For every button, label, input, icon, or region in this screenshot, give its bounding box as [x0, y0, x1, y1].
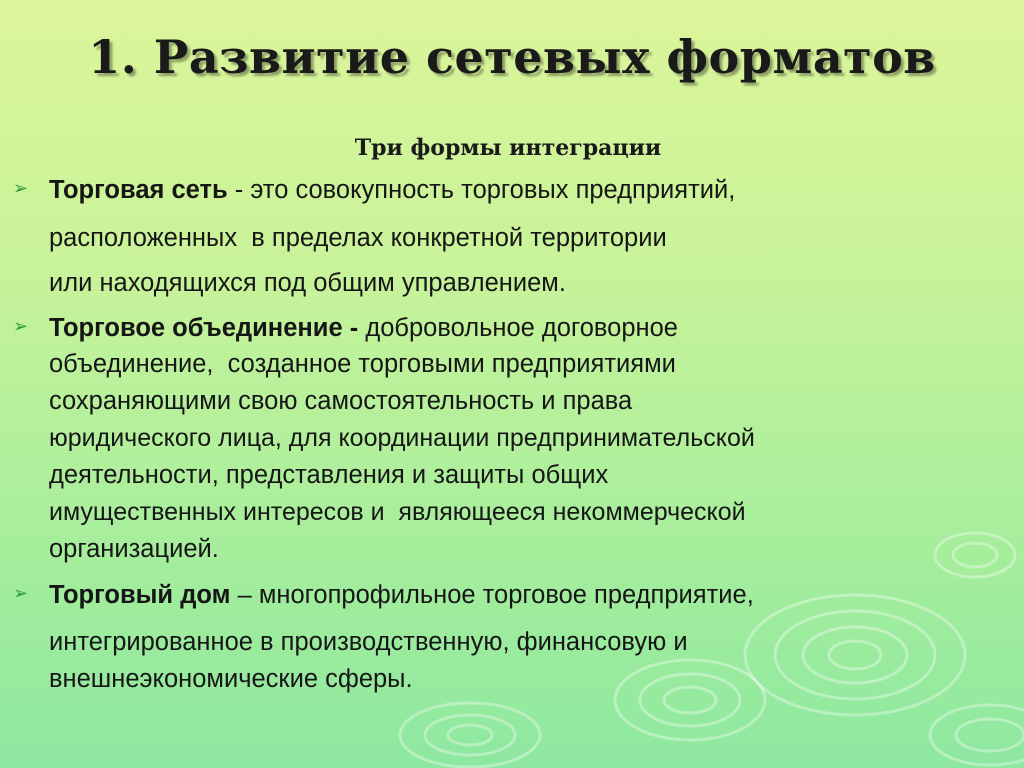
bullet-icon: ➢	[13, 583, 29, 604]
term-label: Торговое объединение -	[49, 314, 359, 342]
list-item-3-line-2: интегрированное в производственную, финансовую и	[49, 628, 688, 656]
term-label: Торговая сеть	[49, 176, 228, 204]
list-item-2-line-6: имущественных интересов и являющееся некоммерческой	[49, 498, 746, 526]
separator: -	[227, 176, 251, 204]
slide-title: 1. Развитие сетевых форматов	[88, 30, 936, 84]
slide-subtitle: Три формы интеграции	[354, 135, 662, 161]
term-label: Торговый дом	[49, 581, 231, 609]
definition-text: добровольное договорное	[365, 314, 678, 342]
list-item-1-line-2: расположенных в пределах конкретной территории	[49, 224, 667, 252]
list-item-2-line-2: объединение, созданное торговыми предприятиями	[49, 350, 676, 378]
list-item-2-line-4: юридического лица, для координации предпринимательской	[49, 424, 755, 452]
list-item-1-line-3: или находящихся под общим управлением.	[49, 269, 566, 297]
separator: –	[230, 581, 259, 609]
list-item-3-line-3: внешнеэкономические сферы.	[49, 665, 413, 693]
definition-text: это совокупность торговых предприятий,	[250, 176, 736, 204]
definition-text: многопрофильное торговое предприятие,	[258, 581, 754, 609]
list-item-1-line-1	[49, 176, 735, 205]
list-item-2-line-1	[49, 314, 678, 343]
list-item-2-line-3: сохраняющими свою самостоятельность и права	[49, 387, 633, 415]
bullet-icon: ➢	[13, 178, 29, 199]
list-item-3-line-1	[49, 581, 754, 610]
bullet-icon: ➢	[13, 316, 29, 337]
list-item-2-line-5: деятельности, представления и защиты общих	[49, 461, 609, 489]
list-item-2-line-7: организацией.	[49, 535, 219, 563]
